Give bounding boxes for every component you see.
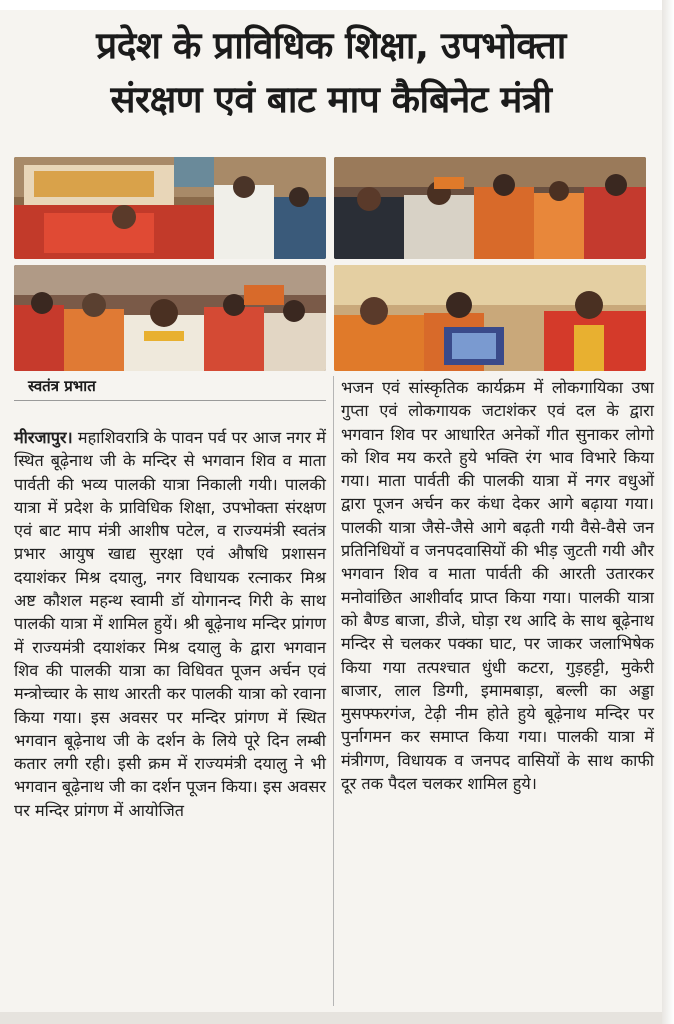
palki-yatra-temple-photo [14, 157, 326, 259]
headline-line-1: प्रदेश के प्राविधिक शिक्षा, उपभोक्ता [96, 24, 566, 67]
article-right-column [341, 376, 654, 795]
byline-divider [14, 400, 326, 401]
byline: स्वतंत्र प्रभात [28, 377, 96, 395]
photo-collage [14, 157, 646, 371]
headline [0, 18, 662, 126]
dateline: मीरजापुर। [14, 428, 73, 447]
headline-line-2: संरक्षण एवं बाट माप कैबिनेट मंत्री [110, 78, 552, 121]
article-left-text: महाशिवरात्रि के पावन पर्व पर आज नगर में स्थित बूढ़ेनाथ जी के मन्दिर से भगवान शिव व माता पार्वती की भव्य पालकी यात्रा निकाली गयी। पालकी यात्रा में प्रदेश के प्राविधिक शिक्षा, उपभोक्ता संरक्षण एवं बाट माप मंत्री आशीष पटेल, व राज्यमंत्री स्वतंत्र प्रभार आयुष खाद्य सुरक्षा एवं औषधि प्रशासन दयाशंकर मिश्र दयालु, नगर विधायक रत्नाकर मिश्र अष्ट कौशल महन्थ स्वामी डॉ योगानन्द गिरी के साथ पालकी यात्रा में शामिल हुयें। श्री बूढ़ेनाथ मन्दिर प्रांगण में राज्यमंत्री दयाशंकर मिश्र दयालु के द्वारा भगवान शिव की पालकी यात्रा का विधिवत पूजन अर्चन एवं मन्त्रोच्चार के साथ आरती कर पालकी यात्रा को रवाना किया गया। इस अवसर पर मन्दिर प्रांगण में स्थित भगवान बूढ़ेनाथ जी के दर्शन के लिये पूरे दिन लम्बी कतार लगी रही। इसी क्रम में राज्यमंत्री दयालु ने भी भगवान बूढ़ेनाथ जी का दर्शन पूजन किया। इस अवसर पर मन्दिर प्रांगण में आयोजित [14, 428, 326, 820]
minister-with-saints-photo [334, 265, 646, 371]
page-edge [662, 0, 674, 1024]
top-margin [0, 0, 674, 10]
column-divider [333, 376, 334, 1006]
crowd-with-dignitaries-photo [334, 157, 646, 259]
bottom-margin [0, 1012, 662, 1024]
procession-street-photo [14, 265, 326, 371]
article-right-text: भजन एवं सांस्कृतिक कार्यक्रम में लोकगायिका उषा गुप्ता एवं लोकगायक जटाशंकर एवं दल के द्वारा भगवान शिव पर आधारित अनेकों गीत सुनाकर लोगो को शिव मय करते हुये भक्ति रंग भाव विभारे किया गया। माता पार्वती की पालकी यात्रा में नगर वधुओं द्वारा पूजन अर्चन कर कंधा देकर आगे बढ़ाया गया। पालकी यात्रा जैसे-जैसे आगे बढ़ती गयी वैसे-वैसे जन प्रतिनिधियों व जनपदवासियों की भीड़ जुटती गयी और भगवान शिव व माता पार्वती की आरती उतारकर मनोवांछित आशीर्वाद प्राप्त किया गया। पालकी यात्रा को बैण्ड बाजा, डीजे, घोड़ा रथ आदि के साथ बूढ़ेनाथ मन्दिर से चलकर पक्का घाट, पर जाकर जलाभिषेक किया गया तत्पश्चात धुंधी कटरा, गुड़हट्टी, मुकेरी बाजार, लाल डिग्गी, इमामबाड़ा, बल्ली का अड्डा मुसफ्फरगंज, टेढ़ी नीम होते हुये बूढ़ेनाथ मन्दिर पर पुर्नागमन कर समाप्त किया गया। पालकी यात्रा में मंत्रीगण, विधायक व जनपद वासियों के साथ काफी दूर तक पैदल चलकर शामिल हुये। [341, 378, 654, 794]
article-left-column [14, 426, 326, 822]
